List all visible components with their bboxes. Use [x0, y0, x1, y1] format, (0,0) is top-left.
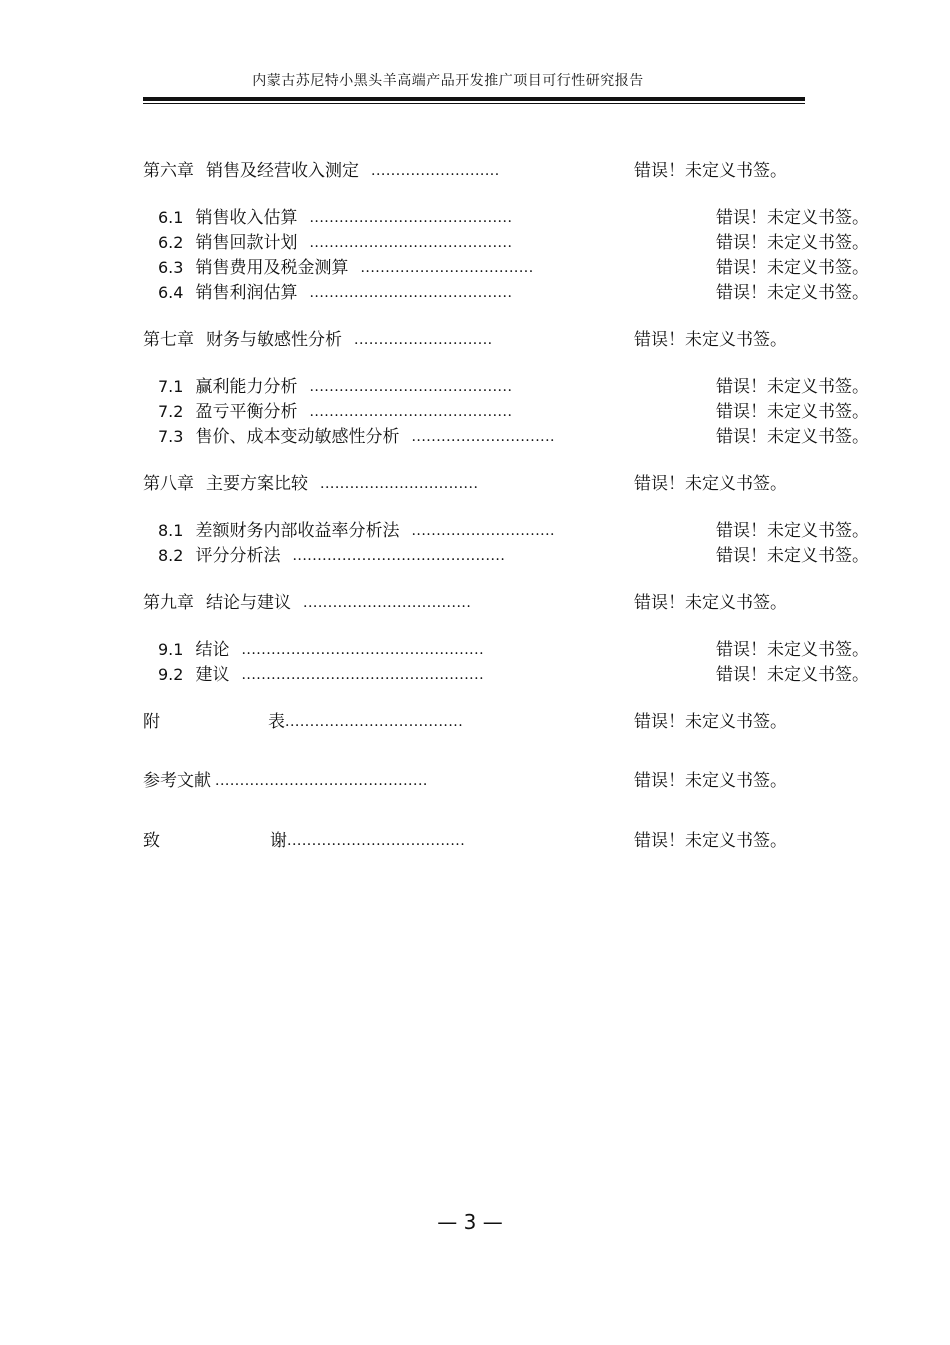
- toc-entry-title: 财务与敏感性分析: [206, 330, 342, 350]
- toc-entry-number: 第七章: [143, 330, 194, 350]
- toc-page-reference: 错误！未定义书签。: [716, 377, 869, 397]
- toc-leader-dots: .........................................: [309, 404, 513, 420]
- toc-entry[interactable]: [143, 592, 471, 614]
- toc-page-reference: 错误！未定义书签。: [716, 258, 869, 278]
- toc-entry[interactable]: [158, 639, 484, 661]
- toc-entry-number: 8.1: [158, 521, 184, 540]
- toc-leader-dots: ....................................: [285, 714, 464, 730]
- toc-entry-number: 7.1: [158, 377, 184, 396]
- toc-entry-title: 销售收入估算: [195, 208, 298, 228]
- toc-entry[interactable]: [158, 232, 512, 254]
- toc-entry-number: 9.1: [158, 640, 184, 659]
- toc-page-reference: 错误！未定义书签。: [634, 330, 787, 350]
- toc-leader-dots: ............................: [354, 332, 493, 348]
- toc-entry-number: 附: [143, 712, 160, 732]
- toc-entry[interactable]: [158, 545, 505, 567]
- toc-page-reference: 错误！未定义书签。: [634, 771, 787, 791]
- toc-leader-dots: .........................................: [309, 379, 513, 395]
- toc-page-reference: 错误！未定义书签。: [716, 233, 869, 253]
- toc-entry[interactable]: [143, 473, 478, 495]
- toc-entry-number: 参考文献: [143, 771, 211, 791]
- toc-entry-number: 6.4: [158, 283, 184, 302]
- toc-entry-title: 赢利能力分析: [195, 377, 298, 397]
- toc-entry[interactable]: [143, 329, 493, 351]
- toc-entry-title: 结论: [195, 640, 230, 660]
- toc-entry-number: 第九章: [143, 593, 194, 613]
- toc-leader-dots: .............................: [411, 429, 556, 445]
- toc-entry[interactable]: [158, 401, 512, 423]
- toc-entry-title: 盈亏平衡分析: [195, 402, 298, 422]
- toc-entry-title: 表: [268, 712, 285, 732]
- toc-entry-title: 建议: [195, 665, 230, 685]
- toc-entry[interactable]: [143, 770, 428, 792]
- toc-leader-dots: .................................................: [241, 642, 485, 658]
- toc-page-reference: 错误！未定义书签。: [716, 546, 869, 566]
- toc-leader-dots: .................................................: [241, 667, 485, 683]
- toc-entry-title: 售价、成本变动敏感性分析: [195, 427, 400, 447]
- toc-leader-dots: .........................................: [309, 285, 513, 301]
- toc-entry-number: 第八章: [143, 474, 194, 494]
- toc-entry-number: 6.3: [158, 258, 184, 277]
- toc-entry[interactable]: [158, 282, 512, 304]
- toc-page-reference: 错误！未定义书签。: [716, 665, 869, 685]
- toc-leader-dots: ................................: [320, 476, 479, 492]
- toc-entry-title: 销售及经营收入测定: [206, 161, 359, 181]
- toc-page-reference: 错误！未定义书签。: [716, 208, 869, 228]
- toc-entry-number: 致: [143, 831, 160, 851]
- toc-page-reference: 错误！未定义书签。: [716, 402, 869, 422]
- toc-entry-number: 8.2: [158, 546, 184, 565]
- toc-entry-number: 9.2: [158, 665, 184, 684]
- toc-entry[interactable]: [158, 426, 555, 448]
- toc-entry-title: 差额财务内部收益率分析法: [195, 521, 400, 541]
- toc-entry[interactable]: [143, 160, 500, 182]
- toc-entry-title: 销售回款计划: [195, 233, 298, 253]
- toc-entry-title: 结论与建议: [206, 593, 291, 613]
- toc-leader-dots: ....................................: [287, 833, 466, 849]
- toc-entry-title: 谢: [270, 831, 287, 851]
- toc-page-reference: 错误！未定义书签。: [716, 640, 869, 660]
- toc-entry-title: 销售利润估算: [195, 283, 298, 303]
- toc-leader-dots: ...................................: [360, 260, 534, 276]
- page-number: — 3 —: [437, 1210, 503, 1234]
- toc-page-reference: 错误！未定义书签。: [634, 831, 787, 851]
- toc-leader-dots: .............................: [411, 523, 556, 539]
- toc-entry-number: 6.2: [158, 233, 184, 252]
- toc-entry-number: 7.3: [158, 427, 184, 446]
- toc-entry-number: 7.2: [158, 402, 184, 421]
- toc-entry[interactable]: [143, 711, 463, 733]
- toc-entry[interactable]: [158, 257, 534, 279]
- toc-leader-dots: ..................................: [303, 595, 472, 611]
- toc-page-reference: 错误！未定义书签。: [634, 161, 787, 181]
- toc-page-reference: 错误！未定义书签。: [634, 712, 787, 732]
- toc-page-reference: 错误！未定义书签。: [716, 521, 869, 541]
- toc-entry-number: 6.1: [158, 208, 184, 227]
- toc-entry-number: 第六章: [143, 161, 194, 181]
- toc-entry[interactable]: [143, 830, 465, 852]
- toc-entry-title: 主要方案比较: [206, 474, 308, 494]
- toc-entry-title: 销售费用及税金测算: [195, 258, 349, 278]
- toc-page-reference: 错误！未定义书签。: [634, 593, 787, 613]
- toc-entry[interactable]: [158, 664, 484, 686]
- toc-leader-dots: ..........................: [371, 163, 500, 179]
- toc-page-reference: 错误！未定义书签。: [716, 427, 869, 447]
- toc-entry[interactable]: [158, 207, 512, 229]
- page-header-title: 内蒙古苏尼特小黑头羊高端产品开发推广项目可行性研究报告: [252, 73, 644, 89]
- toc-leader-dots: .........................................: [309, 235, 513, 251]
- toc-leader-dots: ...........................................: [292, 548, 506, 564]
- toc-page-reference: 错误！未定义书签。: [634, 474, 787, 494]
- toc-entry[interactable]: [158, 376, 512, 398]
- toc-entry-title: 评分分析法: [195, 546, 281, 566]
- toc-leader-dots: ...........................................: [215, 773, 428, 789]
- toc-entry[interactable]: [158, 520, 555, 542]
- toc-page-reference: 错误！未定义书签。: [716, 283, 869, 303]
- toc-leader-dots: .........................................: [309, 210, 513, 226]
